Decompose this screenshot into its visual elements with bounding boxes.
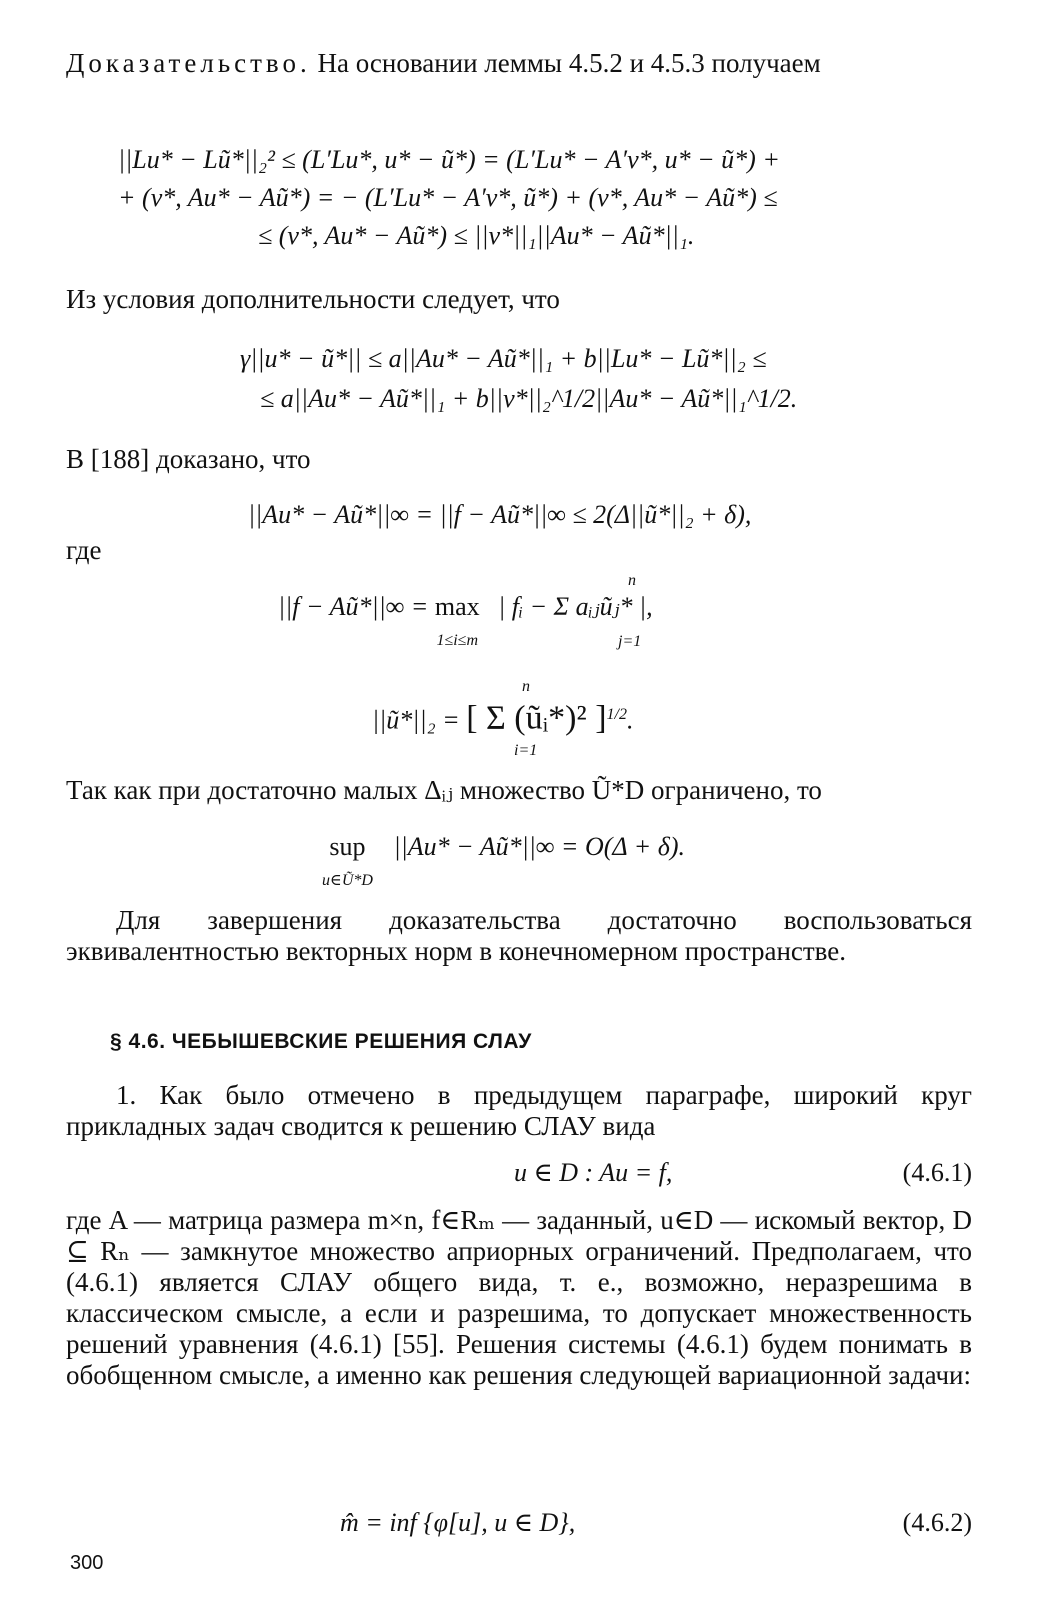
- paragraph: Из условия дополнительности следует, что: [66, 284, 560, 314]
- equation-line: ≤ (v*, Au* − Aũ*) ≤ ||v*||₁||Au* − Aũ*||₁.: [258, 221, 695, 250]
- paragraph: В [188] доказано, что: [66, 444, 311, 474]
- op-subscript: u∈Ũ*D: [322, 872, 373, 889]
- eq-exponent: 1/2: [606, 706, 627, 723]
- eq-body: | fᵢ − Σ aᵢⱼũⱼ* |,: [498, 592, 653, 621]
- sup-operator: [322, 832, 373, 896]
- paragraph: 1. Как было отмечено в предыдущем параграфе, широкий круг прикладных задач сводится к решению СЛАУ вида: [66, 1080, 972, 1141]
- sum-top: n: [628, 572, 636, 589]
- sum-bottom: j=1: [618, 633, 642, 650]
- equation-line: γ||u* − ũ*|| ≤ a||Au* − Aũ*||₁ + b||Lu* − Lũ*||₂ ≤: [240, 344, 767, 373]
- paragraph: где: [66, 535, 102, 565]
- eq-left: ||f − Aũ*||∞ =: [278, 592, 435, 621]
- op-label: max: [434, 592, 480, 621]
- equation-number: (4.6.2): [902, 1508, 972, 1537]
- equation-line: ||Au* − Aũ*||∞ = ||f − Aũ*||∞ ≤ 2(Δ||ũ*||₂ + δ),: [248, 500, 752, 529]
- page-number: 300: [70, 1552, 104, 1574]
- paragraph: Для завершения доказательства достаточно воспользоваться эквивалентностью векторных норм в конечномерном пространстве.: [66, 905, 972, 966]
- max-operator: [435, 592, 480, 656]
- equation-number: (4.6.1): [902, 1158, 972, 1187]
- eq-body: [ Σ (ũᵢ*)² ]: [466, 699, 607, 737]
- equation-line: ≤ a||Au* − Aũ*||₁ + b||v*||₂^1/2||Au* − Aũ*||₁^1/2.: [260, 384, 798, 413]
- eq-left: ||ũ*||₂ =: [372, 705, 467, 735]
- equation-line: ||Lu* − Lũ*||₂² ≤ (L′Lu*, u* − ũ*) = (L′Lu* − A′v*, u* − ũ*) +: [118, 145, 780, 174]
- sum-bottom: i=1: [514, 742, 538, 759]
- proof-title: Доказательство.: [66, 48, 311, 78]
- eq-end: .: [626, 705, 634, 735]
- paragraph: Так как при достаточно малых Δᵢⱼ множество Ũ*D ограничено, то: [66, 775, 822, 805]
- proof-text: На основании леммы 4.5.2 и 4.5.3 получаем: [317, 48, 821, 78]
- proof-paragraph: [66, 48, 972, 79]
- op-subscript: 1≤i≤m: [436, 632, 479, 649]
- equation-4-6-2: m̂ = inf {φ[u], u ∈ D},: [340, 1508, 576, 1537]
- op-label: sup: [329, 832, 366, 861]
- paragraph: где A — матрица размера m×n, f∈Rₘ — заданный, u∈D — искомый вектор, D ⊆ Rₙ — замкнутое множество априорных ограничений. Предполагаем, что (4.6.1) является СЛАУ общего вида, т. е., возможно, неразрешима в классическом смысле, а если и разрешима, то допускает множественность решений уравнения (4.6.1) [55]. Решения системы (4.6.1) будем понимать в обобщенном смысле, а именно как решения следующей вариационной задачи:: [66, 1205, 972, 1390]
- equation-norm: [372, 700, 633, 736]
- sum-top: n: [522, 678, 530, 695]
- section-heading: § 4.6. ЧЕБЫШЕВСКИЕ РЕШЕНИЯ СЛАУ: [110, 1030, 532, 1053]
- equation-sup: [322, 832, 685, 896]
- equation-max: [278, 592, 653, 656]
- equation-4-6-1: u ∈ D : Au = f,: [514, 1158, 673, 1187]
- eq-body: ||Au* − Aũ*||∞ = O(Δ + δ).: [393, 832, 685, 861]
- equation-line: + (v*, Au* − Aũ*) = − (L′Lu* − A′v*, ũ*) + (v*, Au* − Aũ*) ≤: [118, 183, 778, 212]
